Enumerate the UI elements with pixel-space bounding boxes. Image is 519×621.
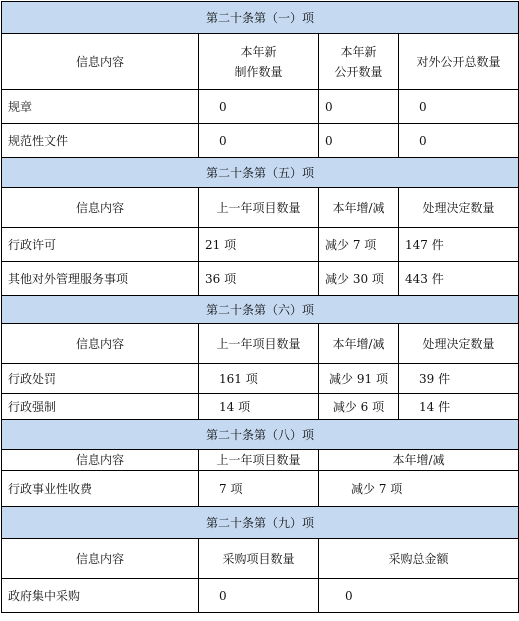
header-text: 公开数量 (334, 64, 383, 79)
header-row (2, 539, 519, 579)
cell-value: 减少 7 项 (319, 228, 399, 262)
header-text: 本年新 (340, 44, 377, 59)
section-title: 第二十条第（六）项 (2, 296, 519, 324)
header-text: 本年新 (240, 44, 277, 59)
header-row (2, 324, 519, 364)
cell-value: 减少 7 项 (319, 471, 519, 507)
header-cell: 上一年项目数量 (199, 188, 319, 228)
cell-value: 161 项 (199, 364, 319, 394)
cell-value: 减少 30 项 (319, 262, 399, 296)
header-cell: 本年增/减 (319, 450, 519, 471)
section-title-row (2, 2, 519, 34)
header-cell: 采购项目数量 (199, 539, 319, 579)
cell-value: 0 (319, 579, 519, 613)
header-cell: 处理决定数量 (399, 324, 519, 364)
section-title: 第二十条第（九）项 (2, 507, 519, 539)
table-row (2, 90, 519, 124)
table-row (2, 124, 519, 158)
cell-value: 14 项 (199, 394, 319, 420)
header-row (2, 34, 519, 90)
cell-value: 0 (199, 124, 319, 158)
header-cell: 本年增/减 (319, 324, 399, 364)
disclosure-table (1, 1, 519, 613)
header-cell: 对外公开总数量 (399, 34, 519, 90)
header-cell: 信息内容 (2, 324, 199, 364)
header-cell: 上一年项目数量 (199, 324, 319, 364)
row-label: 规范性文件 (2, 124, 199, 158)
header-cell (319, 34, 399, 90)
section-title: 第二十条第（五）项 (2, 158, 519, 188)
header-row (2, 450, 519, 471)
cell-value: 减少 6 项 (319, 394, 399, 420)
header-cell: 采购总金额 (319, 539, 519, 579)
cell-value: 0 (399, 124, 519, 158)
cell-value: 7 项 (199, 471, 319, 507)
cell-value: 0 (399, 90, 519, 124)
header-cell: 信息内容 (2, 34, 199, 90)
section-title-row (2, 420, 519, 450)
cell-value: 443 件 (399, 262, 519, 296)
section-title-row (2, 507, 519, 539)
row-label: 行政处罚 (2, 364, 199, 394)
cell-value: 14 件 (399, 394, 519, 420)
cell-value: 0 (199, 90, 319, 124)
header-text: 制作数量 (234, 64, 283, 79)
header-cell (199, 34, 319, 90)
row-label: 政府集中采购 (2, 579, 199, 613)
row-label: 行政强制 (2, 394, 199, 420)
section-title-row (2, 296, 519, 324)
header-cell: 本年增/减 (319, 188, 399, 228)
row-label: 规章 (2, 90, 199, 124)
table-row (2, 471, 519, 507)
cell-value: 36 项 (199, 262, 319, 296)
header-cell: 信息内容 (2, 188, 199, 228)
cell-value: 39 件 (399, 364, 519, 394)
row-label: 其他对外管理服务事项 (2, 262, 199, 296)
cell-value: 147 件 (399, 228, 519, 262)
table-row (2, 579, 519, 613)
table-row (2, 394, 519, 420)
header-cell: 信息内容 (2, 450, 199, 471)
cell-value: 减少 91 项 (319, 364, 399, 394)
cell-value: 0 (319, 124, 399, 158)
table-row (2, 228, 519, 262)
disclosure-table-container (1, 1, 518, 613)
section-title: 第二十条第（一）项 (2, 2, 519, 34)
table-row (2, 364, 519, 394)
section-title: 第二十条第（八）项 (2, 420, 519, 450)
row-label: 行政事业性收费 (2, 471, 199, 507)
row-label: 行政许可 (2, 228, 199, 262)
header-row (2, 188, 519, 228)
table-row (2, 262, 519, 296)
header-cell: 信息内容 (2, 539, 199, 579)
header-cell: 处理决定数量 (399, 188, 519, 228)
cell-value: 0 (199, 579, 319, 613)
cell-value: 0 (319, 90, 399, 124)
header-cell: 上一年项目数量 (199, 450, 319, 471)
cell-value: 21 项 (199, 228, 319, 262)
section-title-row (2, 158, 519, 188)
